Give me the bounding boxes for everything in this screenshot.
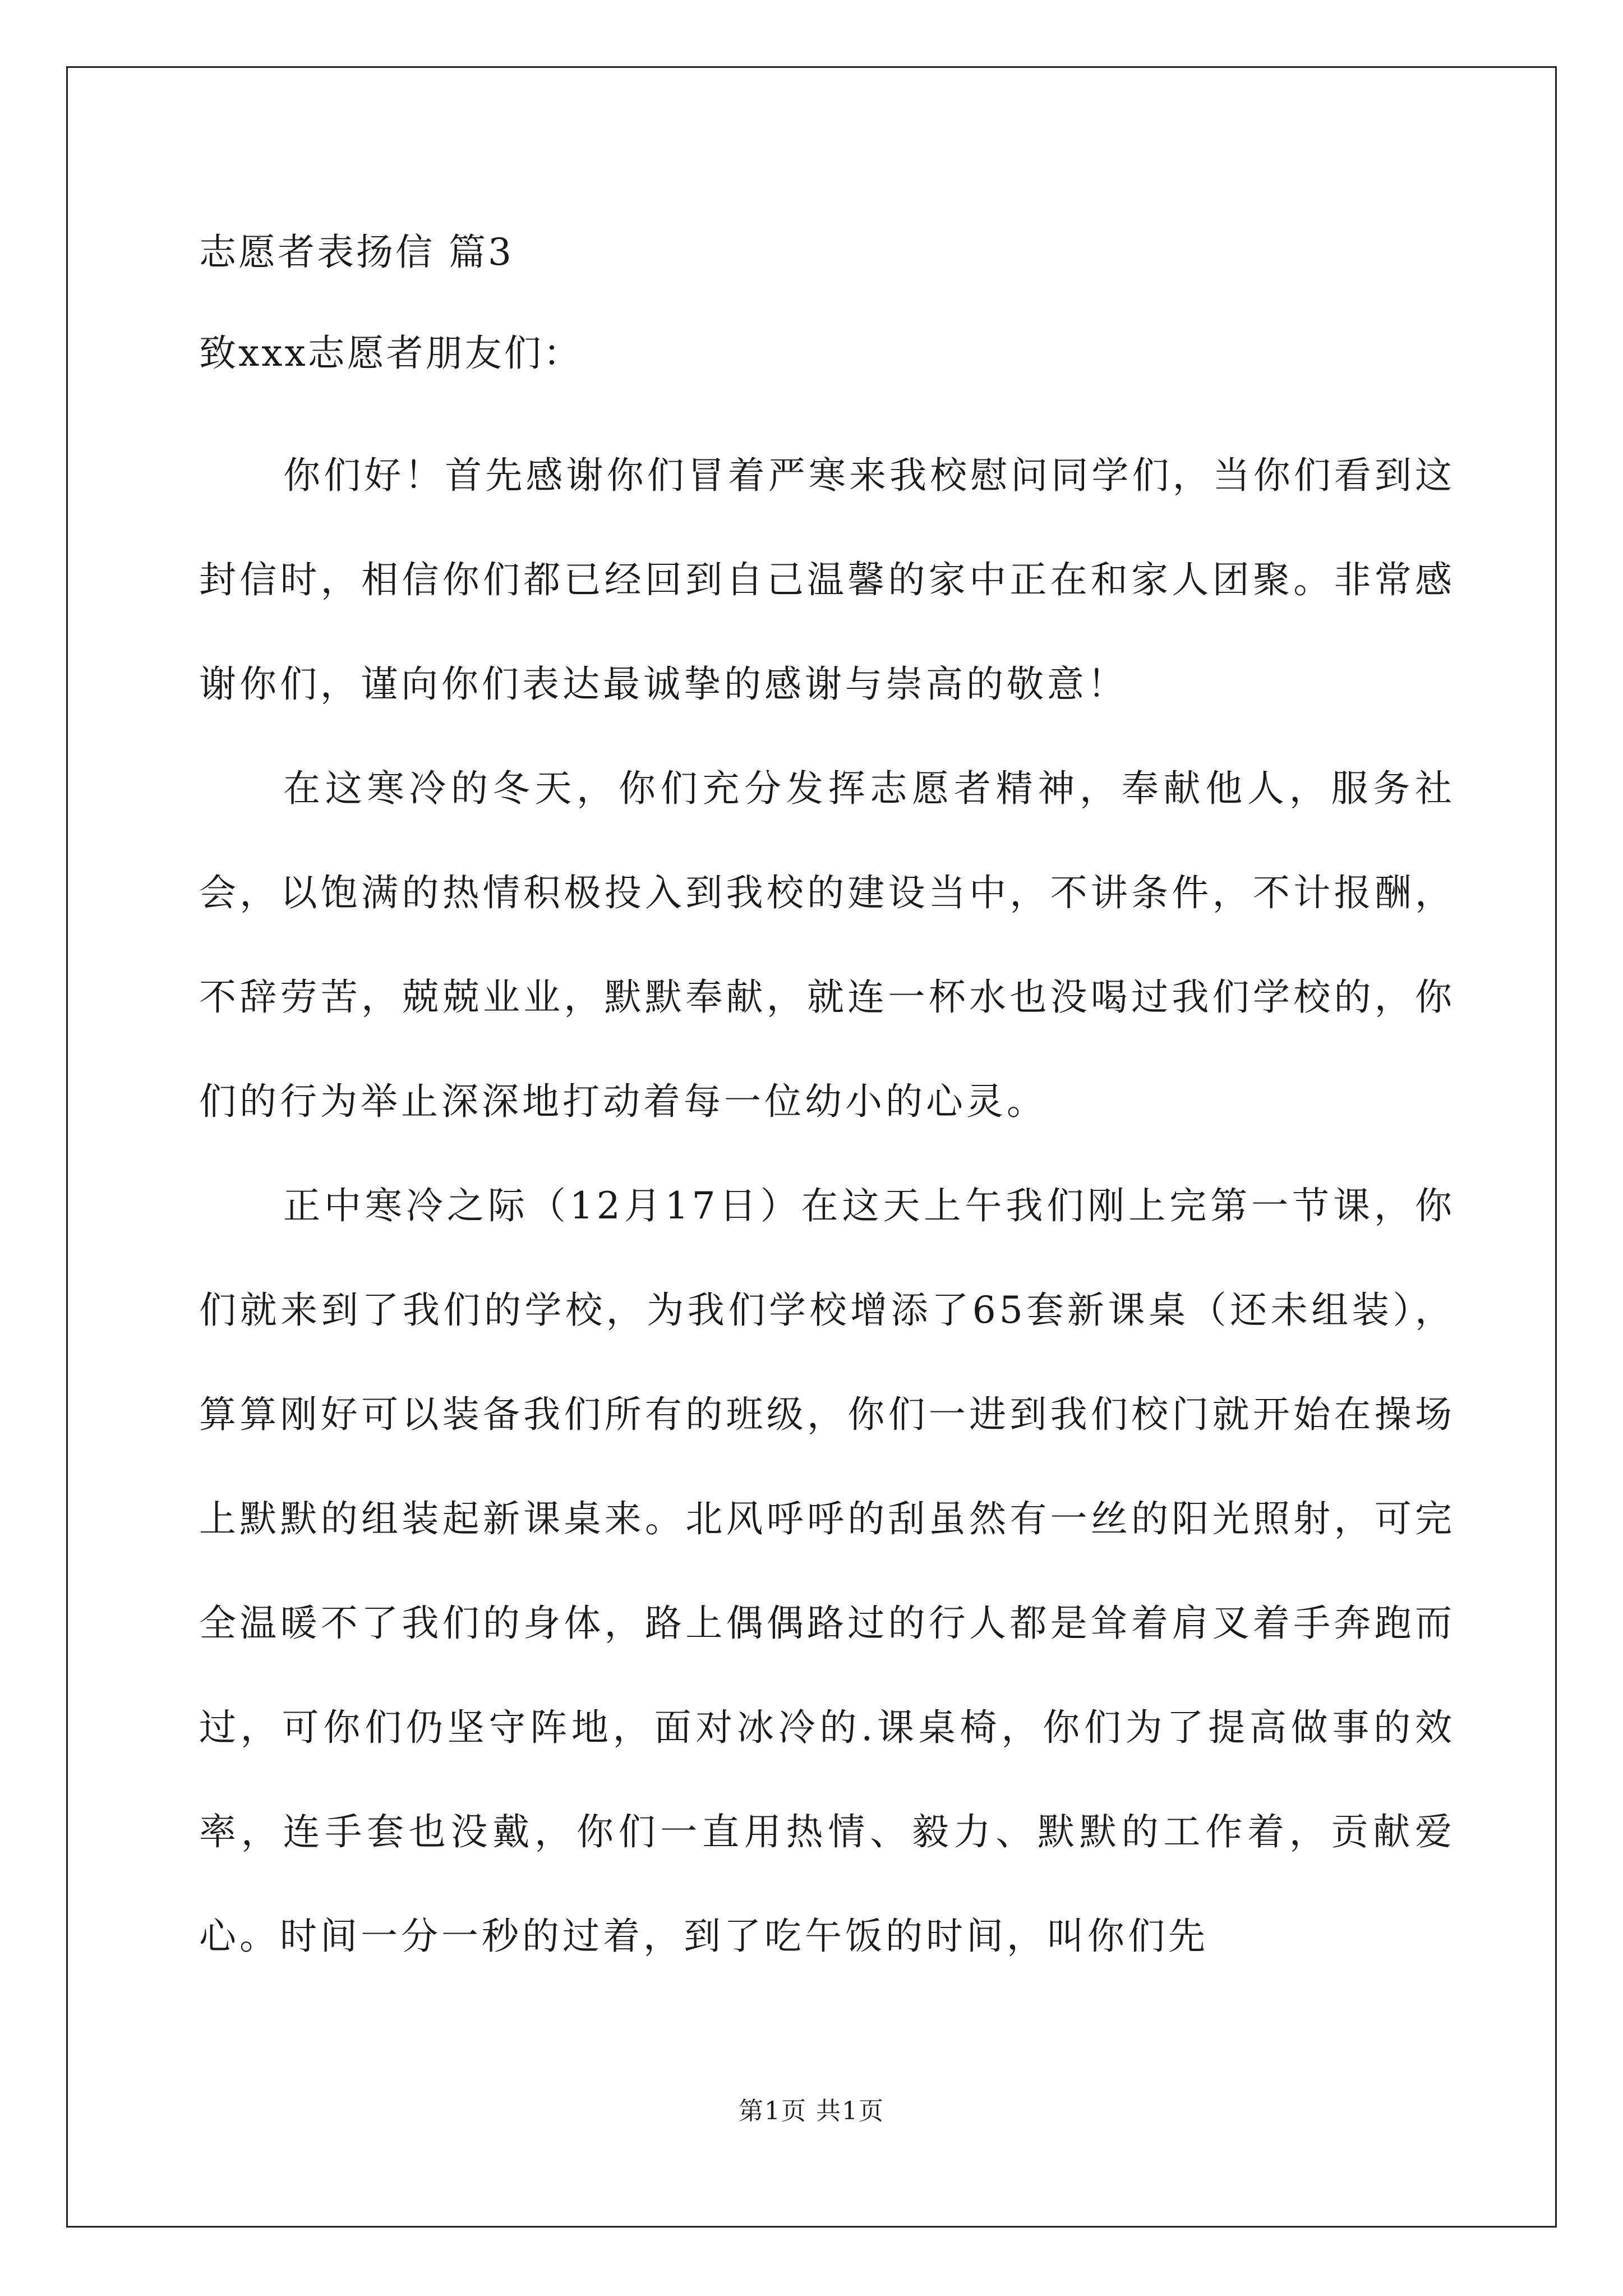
paragraph-2: 在这寒冷的冬天，你们充分发挥志愿者精神，奉献他人，服务社会，以饱满的热情积极投入到我校的建设当中，不讲条件，不计报酬，不辞劳苦，兢兢业业，默默奉献，就连一杯水也没喝过我们学校的，你们的行为举止深深地打动着每一位幼小的心灵。 xyxy=(199,767,1455,1123)
paragraph-3: 正中寒冷之际（12月17日）在这天上午我们刚上完第一节课，你们就来到了我们的学校，为我们学校增添了65套新课桌（还未组装），算算刚好可以装备我们所有的班级，你们一进到我们校门就开始在操场上默默的组装起新课桌来。北风呼呼的刮虽然有一丝的阳光照射，可完全温暖不了我们的身体，路上偶偶路过的行人都是耸着肩叉着手奔跑而过，可你们仍坚守阵地，面对冰冷的.课桌椅，你们为了提高做事的效率，连手套也没戴，你们一直用热情、毅力、默默的工作着，贡献爱心。时间一分一秒的过着，到了吃午饭的时间，叫你们先 xyxy=(199,1184,1455,1958)
document-title: 志愿者表扬信 篇3 xyxy=(199,231,514,274)
page-footer: 第1页 共1页 xyxy=(739,2097,884,2125)
document-body xyxy=(199,222,1455,1989)
paragraph-1: 你们好！首先感谢你们冒着严寒来我校慰问同学们，当你们看到这封信时，相信你们都已经回到自己温馨的家中正在和家人团聚。非常感谢你们，谨向你们表达最诚挚的感谢与崇高的敬意！ xyxy=(199,454,1455,706)
salutation: 致xxx志愿者朋友们： xyxy=(199,332,583,375)
